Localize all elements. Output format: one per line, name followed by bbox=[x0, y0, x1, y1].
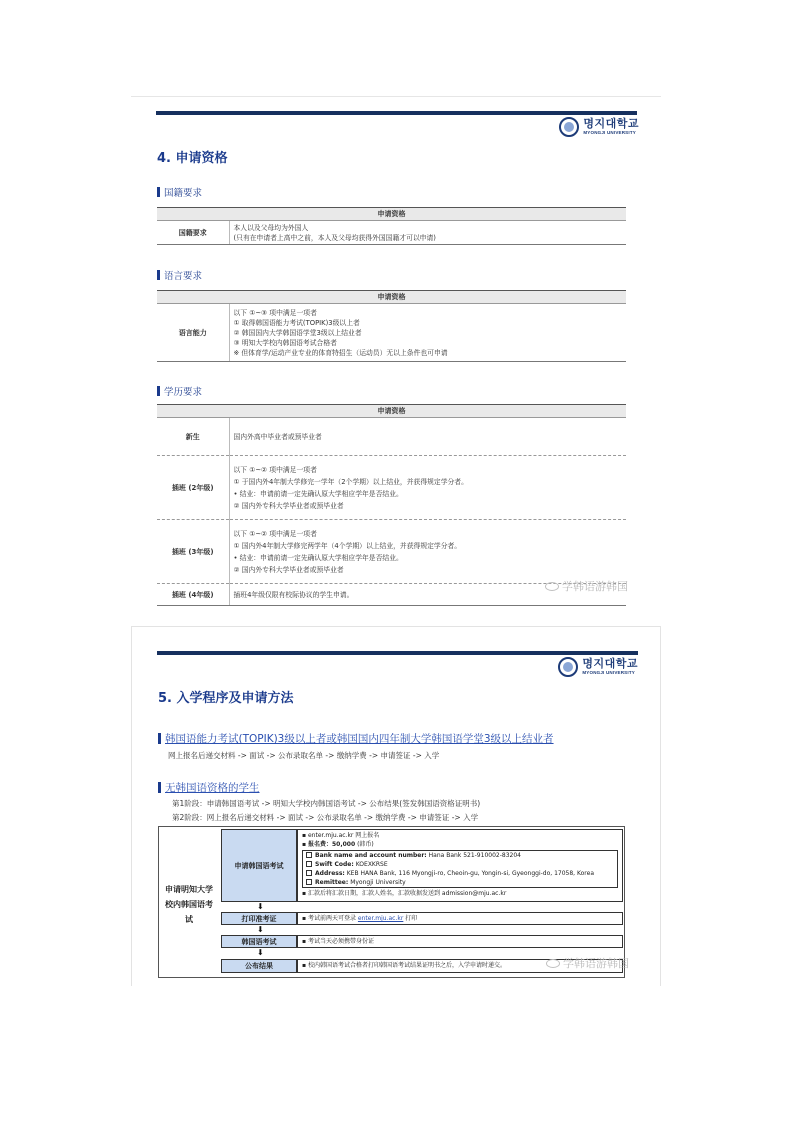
document-page-1 bbox=[131, 96, 661, 610]
row-label: 插班 (2年级) bbox=[157, 456, 229, 520]
bullet-bar-icon bbox=[157, 386, 160, 396]
print-detail: ▪ 考试前两天可登录 enter.mju.ac.kr 打印 bbox=[297, 912, 623, 925]
row-content: 以下 ①~② 项中满足一项者 ① 于国内外4年制大学修完一学年（2个学期）以上结业，并获得规定学分者。 • 结业：申请前请一定先确认原大学相应学年是否结业。 ② 国内外专科大学毕业者或预毕业者 bbox=[229, 456, 626, 520]
row-content: 国内外高中毕业者或预毕业者 bbox=[229, 418, 626, 456]
university-logo bbox=[558, 657, 638, 677]
flow-left-label: 申请明知大学校内韩国语考试 bbox=[165, 885, 213, 924]
section-title: 4. 申请资格 bbox=[157, 151, 228, 166]
row-content: 插班4年级仅限有校际协议的学生申请。 bbox=[229, 584, 626, 606]
row-label: 插班 (3年级) bbox=[157, 520, 229, 584]
result-detail: ▪ 校内韩国语考试合格者打印韩国语考试结果证明书之后，入学申请时递交。 bbox=[297, 959, 623, 973]
language-heading: 语言要求 bbox=[157, 268, 202, 282]
step-apply-exam: 申请韩国语考试 bbox=[221, 829, 297, 902]
row-label: 插班 (4年级) bbox=[157, 584, 229, 606]
step-results: 公布结果 bbox=[221, 959, 297, 973]
education-table bbox=[157, 404, 626, 606]
logo-korean: 명지대학교 bbox=[582, 657, 638, 670]
step-print-ticket: 打印准考证 bbox=[221, 912, 297, 925]
language-table bbox=[157, 290, 626, 362]
seal-icon bbox=[558, 657, 578, 677]
case1-heading: 韩国语能力考试(TOPIK)3级以上者或韩国国内四年制大学韩国语学堂3级以上结业者 bbox=[158, 731, 554, 746]
university-logo bbox=[559, 117, 639, 137]
table-header: 申请资格 bbox=[157, 208, 626, 221]
bullet-bar-icon bbox=[158, 733, 161, 744]
row-content: 以下 ①~③ 项中满足一项者 ① 取得韩国语能力考试(TOPIK)3级以上者 ② 韩国国内大学韩国语学堂3级以上结业者 ③ 明知大学校内韩国语考试合格者 ※ 但体育学/运动产业专业的体育特招生（运动员）无以上条件也可申请 bbox=[229, 304, 626, 362]
apply-detail: ▪ enter.mju.ac.kr 网上报名 ▪ 报名费：50,000 (韩币) Bank name and account number: Hana Bank 521-910002-83204 Swift Code: KOEXKRSE Address: KEB HANA Bank, 116 Myongji-ro, Cheoin-gu, Yongin-si, Gyeonggi-do, 17058, Korea Remittee: Myongji University ▪ 汇款后将汇款日期，汇款人姓名，汇款收据发送到 admission@mju.ac.kr bbox=[297, 829, 623, 902]
bank-info-box: Bank name and account number: Hana Bank 521-910002-83204 Swift Code: KOEXKRSE Address: KEB HANA Bank, 116 Myongji-ro, Cheoin-gu, Yongin-si, Gyeonggi-do, 17058, Korea Remittee: Myongji University bbox=[302, 850, 618, 888]
watermark: 学韩语游韩国 bbox=[545, 578, 628, 594]
section-title: 5. 入学程序及申请方法 bbox=[158, 691, 294, 706]
checkbox-icon bbox=[306, 861, 312, 867]
table-header: 申请资格 bbox=[157, 405, 626, 418]
enter-link[interactable]: enter.mju.ac.kr bbox=[357, 915, 404, 922]
bullet-bar-icon bbox=[157, 270, 160, 280]
bullet-bar-icon bbox=[157, 187, 160, 197]
bullet-bar-icon bbox=[158, 782, 161, 793]
checkbox-icon bbox=[306, 852, 312, 858]
row-content: 以下 ①~② 项中满足一项者 ① 国内外4年制大学修完两学年（4个学期）以上结业，并获得规定学分者。 • 结业：申请前请一定先确认原大学相应学年是否结业。 ② 国内外专科大学毕业者或预毕业者 bbox=[229, 520, 626, 584]
case2-heading: 无韩国语资格的学生 bbox=[158, 780, 260, 795]
step-korean-exam: 韩国语考试 bbox=[221, 935, 297, 948]
header-rule bbox=[156, 111, 637, 115]
row-label: 新生 bbox=[157, 418, 229, 456]
case2-stage1: 第1阶段：申请韩国语考试 -> 明知大学校内韩国语考试 -> 公布结果(签发韩国语资格证明书) bbox=[172, 799, 481, 808]
document-page-2 bbox=[131, 626, 661, 986]
education-heading: 学历要求 bbox=[157, 384, 202, 398]
seal-icon bbox=[559, 117, 579, 137]
row-label: 国籍要求 bbox=[157, 221, 229, 245]
logo-korean: 명지대학교 bbox=[583, 117, 639, 130]
wechat-icon bbox=[546, 959, 560, 968]
exam-detail: ▪ 考试当天必须携带身份证 bbox=[297, 935, 623, 948]
checkbox-icon bbox=[306, 870, 312, 876]
down-arrow-icon: ⬇ bbox=[257, 948, 264, 957]
nationality-heading: 国籍要求 bbox=[157, 185, 202, 199]
row-content: 本人以及父母均为外国人 (只有在申请者上高中之前，本人及父母均获得外国国籍才可以申请) bbox=[229, 221, 626, 245]
header-rule bbox=[157, 651, 638, 655]
row-label: 语言能力 bbox=[157, 304, 229, 362]
logo-english: MYONGJI UNIVERSITY bbox=[582, 670, 635, 675]
nationality-table bbox=[157, 207, 626, 245]
case2-stage2: 第2阶段：网上报名后递交材料 -> 面试 -> 公布录取名单 -> 缴纳学费 -> 申请签证 -> 入学 bbox=[172, 813, 479, 822]
checkbox-icon bbox=[306, 879, 312, 885]
down-arrow-icon: ⬇ bbox=[257, 925, 264, 934]
watermark: 学韩语游韩国 bbox=[546, 955, 629, 971]
case1-flow: 网上报名后递交材料 -> 面试 -> 公布录取名单 -> 缴纳学费 -> 申请签证 -> 入学 bbox=[168, 751, 440, 760]
table-header: 申请资格 bbox=[157, 291, 626, 304]
down-arrow-icon: ⬇ bbox=[257, 902, 264, 911]
logo-english: MYONGJI UNIVERSITY bbox=[583, 130, 636, 135]
wechat-icon bbox=[545, 582, 559, 591]
